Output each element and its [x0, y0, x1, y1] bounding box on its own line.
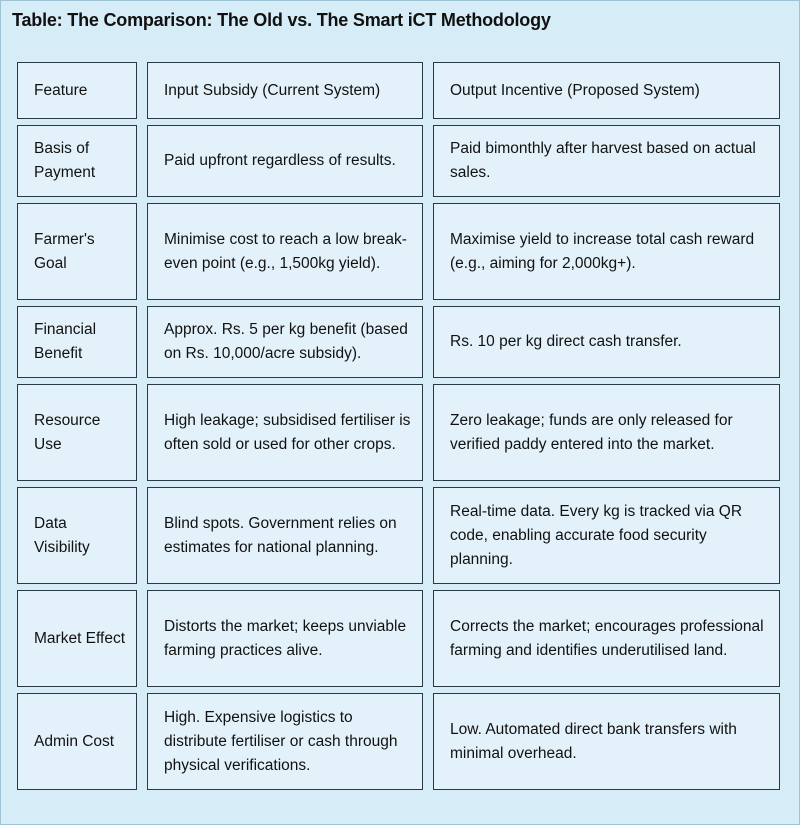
row-feature-basis-of-payment: Basis of Payment: [17, 125, 137, 197]
row-output-data-visibility: Real-time data. Every kg is tracked via QR code, enabling accurate food security planning.: [433, 487, 780, 584]
row-input-resource-use: High leakage; subsidised fertiliser is often sold or used for other crops.: [147, 384, 423, 481]
row-feature-market-effect: Market Effect: [17, 590, 137, 687]
row-feature-resource-use: Resource Use: [17, 384, 137, 481]
header-input-subsidy: Input Subsidy (Current System): [147, 62, 423, 119]
row-output-market-effect: Corrects the market; encourages professional farming and identifies underutilised land.: [433, 590, 780, 687]
row-input-farmers-goal: Minimise cost to reach a low break-even point (e.g., 1,500kg yield).: [147, 203, 423, 300]
row-input-market-effect: Distorts the market; keeps unviable farming practices alive.: [147, 590, 423, 687]
row-input-financial-benefit: Approx. Rs. 5 per kg benefit (based on Rs. 10,000/acre subsidy).: [147, 306, 423, 378]
row-feature-financial-benefit: Financial Benefit: [17, 306, 137, 378]
row-feature-farmers-goal: Farmer's Goal: [17, 203, 137, 300]
row-output-financial-benefit: Rs. 10 per kg direct cash transfer.: [433, 306, 780, 378]
row-feature-admin-cost: Admin Cost: [17, 693, 137, 790]
row-input-admin-cost: High. Expensive logistics to distribute fertiliser or cash through physical verifications.: [147, 693, 423, 790]
row-input-basis-of-payment: Paid upfront regardless of results.: [147, 125, 423, 197]
row-output-resource-use: Zero leakage; funds are only released for verified paddy entered into the market.: [433, 384, 780, 481]
row-input-data-visibility: Blind spots. Government relies on estimates for national planning.: [147, 487, 423, 584]
comparison-table: [17, 62, 780, 790]
header-output-incentive: Output Incentive (Proposed System): [433, 62, 780, 119]
header-feature: Feature: [17, 62, 137, 119]
row-output-basis-of-payment: Paid bimonthly after harvest based on actual sales.: [433, 125, 780, 197]
table-title: Table: The Comparison: The Old vs. The Smart iCT Methodology: [12, 10, 551, 30]
row-feature-data-visibility: Data Visibility: [17, 487, 137, 584]
row-output-admin-cost: Low. Automated direct bank transfers with minimal overhead.: [433, 693, 780, 790]
row-output-farmers-goal: Maximise yield to increase total cash reward (e.g., aiming for 2,000kg+).: [433, 203, 780, 300]
